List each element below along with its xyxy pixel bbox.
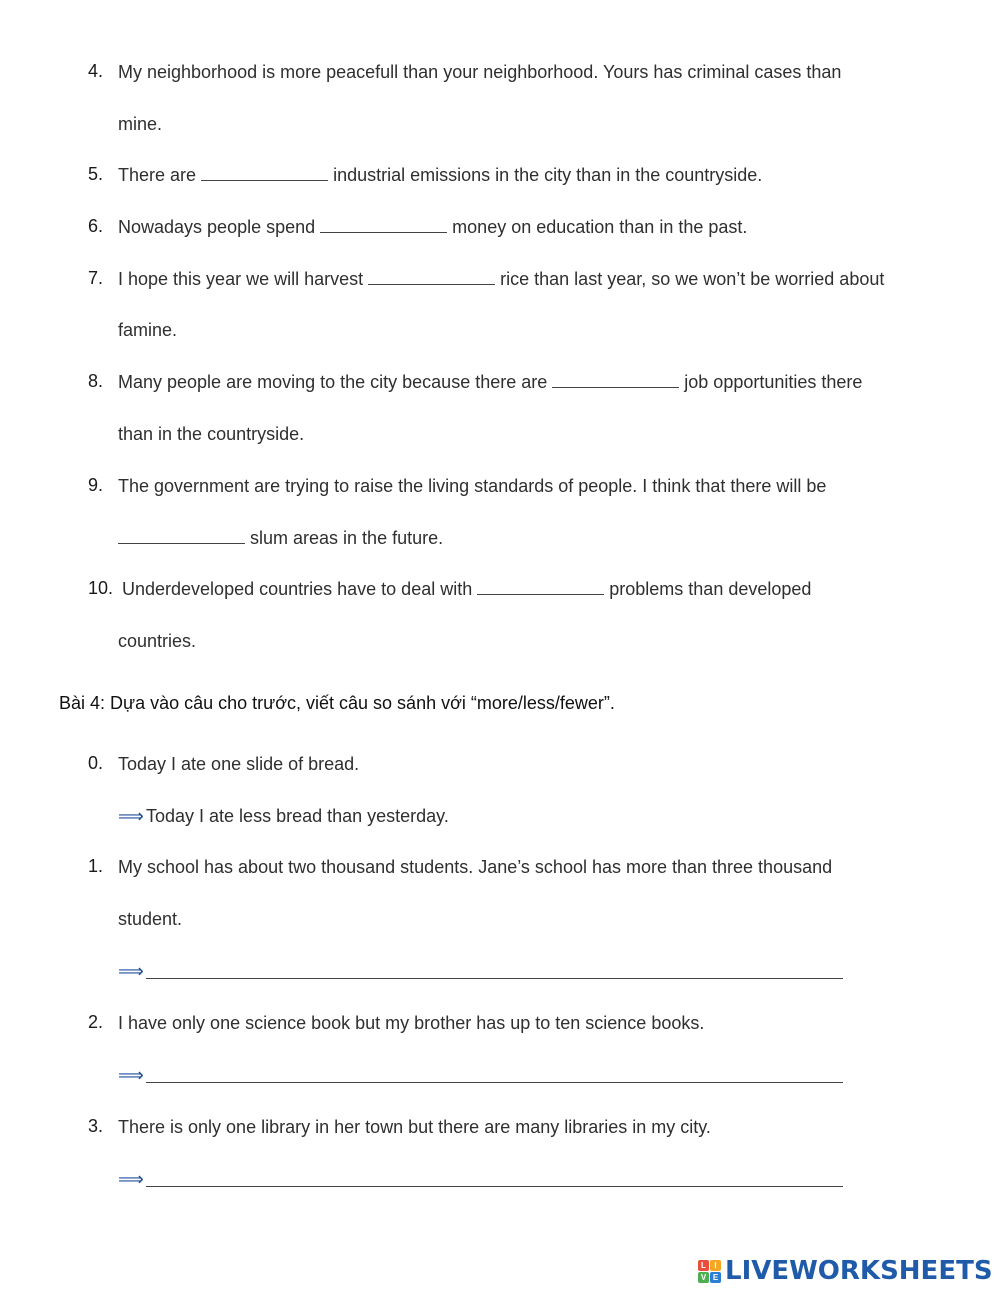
item-number: 7. xyxy=(88,268,104,288)
item-text-continued: famine. xyxy=(118,320,178,340)
badge-letter: V xyxy=(698,1272,709,1283)
badge-letter: I xyxy=(710,1260,721,1271)
item-text: My school has about two thousand students. Jane’s school has more than three thousand xyxy=(118,857,833,877)
item-text: There is only one library in her town but there are many libraries in my city. xyxy=(118,1117,711,1137)
item-text-continued: than in the countryside. xyxy=(118,424,305,444)
item-number: 4. xyxy=(88,61,104,81)
item-text: The government are trying to raise the living standards of people. I think that there will be xyxy=(118,476,827,496)
item-text xyxy=(122,578,811,600)
answer-line[interactable] xyxy=(146,978,843,979)
item-number: 0. xyxy=(88,753,104,773)
answer-line[interactable] xyxy=(146,1082,843,1083)
text-before-blank: Underdeveloped countries have to deal with xyxy=(122,579,473,599)
item-number: 3. xyxy=(88,1116,104,1136)
arrow-icon: ⟹ xyxy=(118,806,144,826)
item-number: 2. xyxy=(88,1012,104,1032)
item-number: 8. xyxy=(88,371,104,391)
item-text xyxy=(118,216,747,238)
answer-line[interactable] xyxy=(146,1186,843,1187)
logo-badge-icon xyxy=(698,1260,721,1283)
arrow-icon: ⟹ xyxy=(118,1169,144,1189)
item-number: 1. xyxy=(88,856,104,876)
arrow-icon: ⟹ xyxy=(118,1065,144,1085)
answer-blank[interactable] xyxy=(118,527,245,544)
answer-blank[interactable] xyxy=(201,164,328,181)
logo-text: LIVEWORKSHEETS xyxy=(725,1256,993,1286)
text-before-blank: Nowadays people spend xyxy=(118,217,316,237)
item-text-continued: student. xyxy=(118,909,183,929)
answer-blank[interactable] xyxy=(552,371,679,388)
text-before-blank: Many people are moving to the city because there are xyxy=(118,372,548,392)
item-number: 5. xyxy=(88,164,104,184)
text-after-blank: slum areas in the future. xyxy=(250,528,444,548)
item-text: My neighborhood is more peacefull than your neighborhood. Yours has criminal cases than xyxy=(118,62,842,82)
item-number: 9. xyxy=(88,475,104,495)
item-text xyxy=(118,164,762,186)
item-number: 10. xyxy=(88,578,114,598)
item-number: 6. xyxy=(88,216,104,236)
text-before-blank: There are xyxy=(118,165,197,185)
item-text-continued: mine. xyxy=(118,114,163,134)
text-before-blank: I hope this year we will harvest xyxy=(118,269,364,289)
text-after-blank: problems than developed xyxy=(609,579,812,599)
item-text-continued xyxy=(118,527,443,549)
item-text xyxy=(118,371,862,393)
text-after-blank: money on education than in the past. xyxy=(452,217,748,237)
answer-blank[interactable] xyxy=(477,578,604,595)
text-after-blank: job opportunities there xyxy=(684,372,863,392)
item-text-continued: countries. xyxy=(118,631,197,651)
badge-letter: L xyxy=(698,1260,709,1271)
example-answer: Today I ate less bread than yesterday. xyxy=(146,806,449,826)
item-text: I have only one science book but my brother has up to ten science books. xyxy=(118,1013,705,1033)
liveworksheets-logo xyxy=(698,1254,993,1288)
answer-blank[interactable] xyxy=(368,268,495,285)
section-heading: Bài 4: Dựa vào câu cho trước, viết câu so sánh với “more/less/fewer”. xyxy=(59,693,615,713)
item-text xyxy=(118,268,884,290)
text-after-blank: rice than last year, so we won’t be worried about xyxy=(500,269,885,289)
answer-blank[interactable] xyxy=(320,216,447,233)
text-after-blank: industrial emissions in the city than in the countryside. xyxy=(333,165,763,185)
item-text: Today I ate one slide of bread. xyxy=(118,754,360,774)
badge-letter: E xyxy=(710,1272,721,1283)
arrow-icon: ⟹ xyxy=(118,961,144,981)
